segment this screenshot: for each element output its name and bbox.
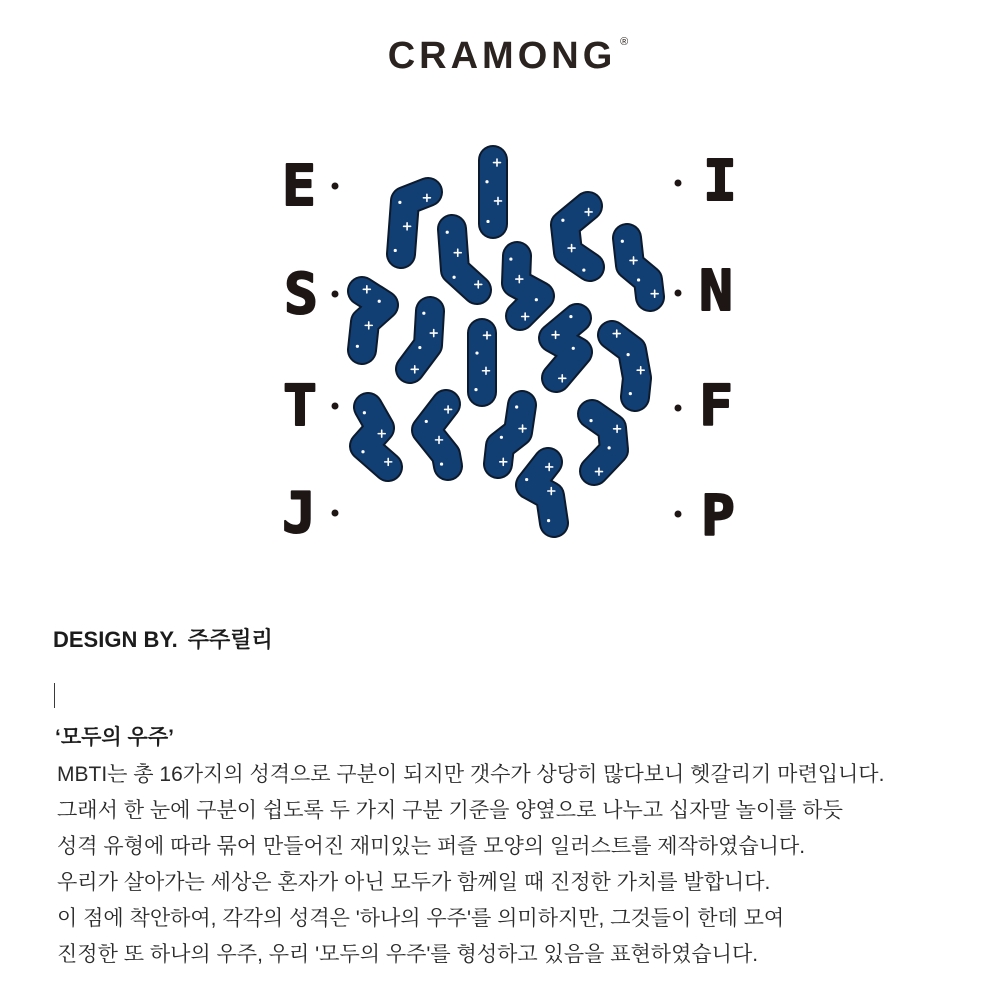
star-icon <box>500 436 503 439</box>
star-icon <box>547 519 550 522</box>
star-icon <box>378 300 381 303</box>
star-icon <box>422 312 425 315</box>
dot <box>332 183 339 190</box>
star-icon <box>627 353 630 356</box>
puzzle-piece <box>425 404 452 466</box>
piece-fill <box>401 192 428 254</box>
puzzle-piece <box>410 311 437 373</box>
puzzle-piece <box>361 407 391 467</box>
star-icon <box>474 388 477 391</box>
star-icon <box>363 411 366 414</box>
star-icon <box>446 231 449 234</box>
star-icon <box>394 249 397 252</box>
mbti-letter-s: S <box>284 262 318 327</box>
designer-name: 주주릴리 <box>187 627 273 652</box>
dot <box>675 290 682 297</box>
mbti-letter-i: I <box>703 149 737 214</box>
mbti-letter-e: E <box>282 154 316 219</box>
puzzle-piece <box>509 256 540 320</box>
description-line: MBTI는 총 16가지의 성격으로 구분이 되지만 갯수가 상당히 많다보니 헷갈리기 마련입니다. <box>57 763 885 786</box>
mbti-letter-n: N <box>699 259 733 324</box>
design-credit <box>53 625 273 655</box>
registered-mark: ® <box>620 36 629 48</box>
puzzle-piece <box>552 315 578 382</box>
dot <box>675 511 682 518</box>
star-icon <box>621 240 624 243</box>
dot <box>332 510 339 517</box>
star-icon <box>485 180 488 183</box>
mbti-letter-j: J <box>282 481 316 546</box>
star-icon <box>637 278 640 281</box>
star-icon <box>569 315 572 318</box>
star-icon <box>561 219 564 222</box>
star-icon <box>629 392 632 395</box>
puzzle-piece <box>621 238 658 297</box>
puzzle-piece <box>485 159 501 224</box>
star-icon <box>425 420 428 423</box>
puzzle-piece <box>446 229 482 290</box>
star-icon <box>608 446 611 449</box>
star-icon <box>361 450 364 453</box>
piece-fill <box>627 238 650 297</box>
puzzle-piece <box>589 414 620 475</box>
star-icon <box>589 419 592 422</box>
star-icon <box>582 268 585 271</box>
star-icon <box>475 351 478 354</box>
star-icon <box>356 345 359 348</box>
description-body <box>57 757 987 973</box>
star-icon <box>452 276 455 279</box>
mbti-letter-p: P <box>701 484 735 549</box>
puzzle-piece <box>561 206 592 272</box>
description-title: ‘모두의 우주’ <box>55 726 174 749</box>
puzzle-piece <box>356 286 384 350</box>
piece-fill <box>592 414 614 471</box>
star-icon <box>525 478 528 481</box>
piece-fill <box>516 256 540 316</box>
star-icon <box>486 220 489 223</box>
description-line: 그래서 한 눈에 구분이 쉽도록 두 가지 구분 기준을 양옆으로 나누고 십자말 놀이를 하듯 <box>57 799 843 822</box>
dot <box>332 403 339 410</box>
piece-fill <box>362 291 384 350</box>
star-icon <box>535 298 538 301</box>
brand-name: CRAMONG <box>387 35 617 77</box>
puzzle-piece <box>612 330 644 397</box>
puzzle-piece <box>525 462 555 523</box>
puzzle-piece <box>498 405 526 465</box>
dot <box>675 405 682 412</box>
piece-fill <box>530 462 554 523</box>
star-icon <box>418 346 421 349</box>
piece-fill <box>498 405 522 464</box>
piece-fill <box>565 206 590 267</box>
divider <box>54 683 55 708</box>
puzzle-piece <box>474 332 490 392</box>
piece-fill <box>452 229 477 290</box>
star-icon <box>515 405 518 408</box>
star-icon <box>398 201 401 204</box>
star-icon <box>440 462 443 465</box>
description-line: 이 점에 착안하여, 각각의 성격은 '하나의 우주'를 의미하지만, 그것들이 한데 모여 <box>57 907 785 930</box>
mbti-letter-t: T <box>283 374 317 439</box>
dot <box>332 291 339 298</box>
dot <box>675 180 682 187</box>
star-icon <box>509 257 512 260</box>
description-line: 우리가 살아가는 세상은 혼자가 아닌 모두가 함께일 때 진정한 가치를 발합니다. <box>57 871 771 894</box>
credit-label: DESIGN BY. <box>53 627 178 652</box>
puzzle-piece <box>394 192 431 254</box>
description-line: 성격 유형에 따라 묶어 만들어진 재미있는 퍼즐 모양의 일러스트를 제작하였습니다. <box>57 835 806 858</box>
piece-fill <box>364 407 388 467</box>
star-icon <box>572 347 575 350</box>
puzzle-pieces <box>356 159 658 523</box>
description-line: 진정한 또 하나의 우주, 우리 '모두의 우주'를 형성하고 있음을 표현하였습니다. <box>57 943 759 966</box>
piece-fill <box>612 335 637 397</box>
mbti-letter-f: F <box>699 374 733 439</box>
